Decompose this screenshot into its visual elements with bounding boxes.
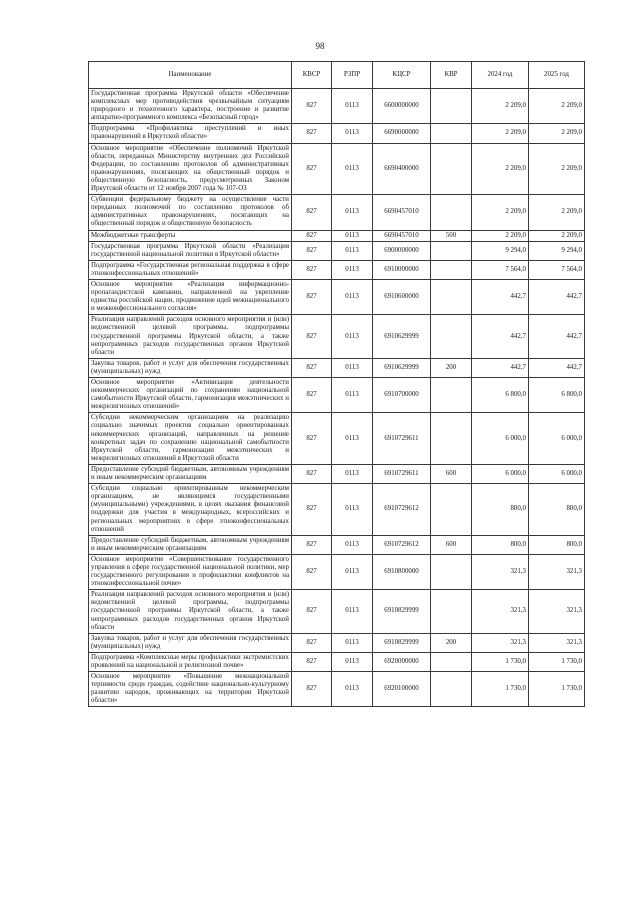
cell-kvr: [431, 124, 472, 143]
cell-name: Субсидии некоммерческим организациям на реализацию социально значимых проектов социально ориентированных некоммерческих организаций, направленных на решение конкретных задач по сохранению национальной самобытности Иркутской области, гармонизации межэтнических и межрелигиозных отношений в Иркутской области: [89, 413, 292, 465]
cell-kvr: [431, 554, 472, 589]
cell-kvsr: 827: [292, 413, 332, 465]
table-row: [89, 315, 585, 358]
cell-name: Межбюджетные трансферты: [89, 230, 292, 241]
cell-kvsr: 827: [292, 464, 332, 483]
cell-rzpr: 0113: [332, 241, 373, 260]
table-row: [89, 672, 585, 707]
cell-y2024: 2 209,0: [472, 124, 529, 143]
table-row: [89, 143, 585, 195]
cell-y2024: 6 800,0: [472, 378, 529, 413]
cell-rzpr: 0113: [332, 484, 373, 536]
cell-kvsr: 827: [292, 260, 332, 279]
cell-kvsr: 827: [292, 195, 332, 230]
cell-y2024: 2 209,0: [472, 230, 529, 241]
table-body: [89, 89, 585, 707]
header-kvr: КВР: [431, 62, 472, 89]
cell-kvsr: 827: [292, 315, 332, 358]
header-year-2025: 2025 год: [529, 62, 585, 89]
cell-kcsr: 6910700000: [373, 378, 431, 413]
cell-rzpr: 0113: [332, 652, 373, 671]
cell-y2024: 6 000,0: [472, 464, 529, 483]
cell-kvsr: 827: [292, 633, 332, 652]
cell-kvsr: 827: [292, 378, 332, 413]
table-row: [89, 413, 585, 465]
cell-y2024: 1 730,0: [472, 652, 529, 671]
cell-kcsr: 6910629999: [373, 315, 431, 358]
cell-kvsr: 827: [292, 124, 332, 143]
cell-y2025: 6 000,0: [529, 413, 585, 465]
cell-name: Закупка товаров, работ и услуг для обеспечения государственных (муниципальных) нужд: [89, 633, 292, 652]
cell-kvr: [431, 652, 472, 671]
table-row: [89, 484, 585, 536]
cell-kvsr: 827: [292, 554, 332, 589]
cell-kcsr: 6690457010: [373, 230, 431, 241]
cell-y2024: 2 209,0: [472, 143, 529, 195]
cell-y2024: 442,7: [472, 358, 529, 377]
cell-name: Основное мероприятие «Активизация деятельности некоммерческих организаций по сохранению национальной самобытности Иркутской области, гармонизация межэтнических и межрелигиозных отношений»: [89, 378, 292, 413]
cell-kvsr: 827: [292, 358, 332, 377]
cell-rzpr: 0113: [332, 315, 373, 358]
cell-name: Субсидии социально ориентированным некоммерческим организациям, не являющимся государственными (муниципальными) учреждениями, в целях оказания финансовой поддержки для участия в международных, всероссийских и региональных мероприятиях в сфере этноконфессиональных отношений: [89, 484, 292, 536]
cell-y2024: 7 564,0: [472, 260, 529, 279]
header-year-2024: 2024 год: [472, 62, 529, 89]
cell-y2024: 321,3: [472, 554, 529, 589]
cell-y2025: 2 209,0: [529, 143, 585, 195]
cell-name: Государственная программа Иркутской области «Реализация государственной национальной политики в Иркутской области»: [89, 241, 292, 260]
cell-y2025: 800,0: [529, 484, 585, 536]
cell-kvr: [431, 413, 472, 465]
cell-rzpr: 0113: [332, 464, 373, 483]
cell-y2024: 6 000,0: [472, 413, 529, 465]
cell-name: Основное мероприятие «Реализация информационно-пропагандистской кампании, направленной на укрепление единства российской нации, продвижение идей межнационального и межконфессионального согласия»: [89, 279, 292, 314]
table-row: [89, 535, 585, 554]
cell-kvr: [431, 195, 472, 230]
cell-y2025: 2 209,0: [529, 124, 585, 143]
cell-y2024: 1 730,0: [472, 672, 529, 707]
cell-name: Закупка товаров, работ и услуг для обеспечения государственных (муниципальных) нужд: [89, 358, 292, 377]
cell-kvsr: 827: [292, 241, 332, 260]
cell-kvsr: 827: [292, 535, 332, 554]
cell-kcsr: 6910829999: [373, 633, 431, 652]
table-row: [89, 378, 585, 413]
cell-name: Предоставление субсидий бюджетным, автономным учреждениям и иным некоммерческим организациям: [89, 535, 292, 554]
cell-y2025: 321,3: [529, 633, 585, 652]
cell-kvr: [431, 378, 472, 413]
cell-name: Основное мероприятие «Совершенствование государственного управления в сфере государственной национальной политики, мер государственного регулирования и профилактики конфликтов на этноконфессиональной почве»: [89, 554, 292, 589]
cell-kcsr: 6910729611: [373, 464, 431, 483]
cell-name: Основное мероприятие «Обеспечение полномочий Иркутской области, переданных Министерству внутренних дел Российской Федерации, по составлению протоколов об административных правонарушениях, посягающих на общественный порядок и общественную безопасность, предусмотренных Законом Иркутской области от 12 ноября 2007 года № 107-ОЗ: [89, 143, 292, 195]
table-row: [89, 590, 585, 633]
cell-y2024: 2 209,0: [472, 89, 529, 124]
cell-kvr: [431, 672, 472, 707]
cell-kvr: [431, 260, 472, 279]
cell-kcsr: 6920100000: [373, 672, 431, 707]
cell-kvsr: 827: [292, 652, 332, 671]
cell-y2025: 321,3: [529, 554, 585, 589]
cell-kvr: 500: [431, 230, 472, 241]
table-row: [89, 652, 585, 671]
header-rzpr: РЗПР: [332, 62, 373, 89]
cell-rzpr: 0113: [332, 230, 373, 241]
cell-name: Реализация направлений расходов основного мероприятия и (или) ведомственной целевой программы, подпрограммы государственной программы Иркутской области, а также непрограммных расходов государственных органов Иркутской области: [89, 315, 292, 358]
cell-y2024: 321,3: [472, 590, 529, 633]
cell-kcsr: 6690000000: [373, 124, 431, 143]
cell-y2024: 2 209,0: [472, 195, 529, 230]
cell-y2024: 321,3: [472, 633, 529, 652]
cell-name: Предоставление субсидий бюджетным, автономным учреждениям и иным некоммерческим организациям: [89, 464, 292, 483]
cell-kvr: 600: [431, 464, 472, 483]
cell-rzpr: 0113: [332, 279, 373, 314]
cell-rzpr: 0113: [332, 672, 373, 707]
cell-kvsr: 827: [292, 89, 332, 124]
cell-kcsr: 6910829999: [373, 590, 431, 633]
table-row: [89, 230, 585, 241]
cell-y2025: 800,0: [529, 535, 585, 554]
cell-name: Подпрограмма «Государственная региональная поддержка в сфере этноконфессиональных отношений»: [89, 260, 292, 279]
cell-kvsr: 827: [292, 672, 332, 707]
cell-rzpr: 0113: [332, 260, 373, 279]
cell-kvr: 600: [431, 535, 472, 554]
cell-rzpr: 0113: [332, 378, 373, 413]
cell-y2025: 442,7: [529, 358, 585, 377]
cell-y2025: 1 730,0: [529, 672, 585, 707]
cell-rzpr: 0113: [332, 124, 373, 143]
cell-name: Реализация направлений расходов основного мероприятия и (или) ведомственной целевой программы, подпрограммы государственной программы Иркутской области, а также непрограммных расходов государственных органов Иркутской области: [89, 590, 292, 633]
cell-kvsr: 827: [292, 484, 332, 536]
cell-kcsr: 6690457010: [373, 195, 431, 230]
cell-kvr: [431, 279, 472, 314]
cell-y2025: 1 730,0: [529, 652, 585, 671]
table-row: [89, 279, 585, 314]
cell-kcsr: 6910729612: [373, 535, 431, 554]
cell-kcsr: 6600000000: [373, 89, 431, 124]
cell-y2025: 2 209,0: [529, 195, 585, 230]
cell-kvr: [431, 590, 472, 633]
cell-rzpr: 0113: [332, 633, 373, 652]
cell-rzpr: 0113: [332, 195, 373, 230]
cell-kvr: [431, 484, 472, 536]
cell-y2024: 800,0: [472, 484, 529, 536]
cell-kcsr: 6910800000: [373, 554, 431, 589]
cell-kcsr: 6910729611: [373, 413, 431, 465]
cell-kcsr: 6910000000: [373, 260, 431, 279]
cell-y2025: 9 294,0: [529, 241, 585, 260]
table-row: [89, 195, 585, 230]
cell-kvr: [431, 315, 472, 358]
cell-kcsr: 6910600000: [373, 279, 431, 314]
cell-y2024: 442,7: [472, 315, 529, 358]
cell-kvr: 200: [431, 358, 472, 377]
cell-kvr: [431, 89, 472, 124]
cell-kvr: [431, 241, 472, 260]
cell-rzpr: 0113: [332, 89, 373, 124]
header-name: Наименование: [89, 62, 292, 89]
cell-y2024: 800,0: [472, 535, 529, 554]
table-row: [89, 260, 585, 279]
page-number: 98: [315, 41, 325, 51]
cell-kcsr: 6910729612: [373, 484, 431, 536]
cell-kvsr: 827: [292, 143, 332, 195]
cell-y2025: 6 000,0: [529, 464, 585, 483]
cell-kvsr: 827: [292, 230, 332, 241]
header-kcsr: КЦСР: [373, 62, 431, 89]
cell-kcsr: 6690400000: [373, 143, 431, 195]
table-row: [89, 554, 585, 589]
cell-y2025: 7 564,0: [529, 260, 585, 279]
cell-kvsr: 827: [292, 279, 332, 314]
header-kvsr: КВСР: [292, 62, 332, 89]
table-row: [89, 241, 585, 260]
cell-kvr: 200: [431, 633, 472, 652]
cell-kvsr: 827: [292, 590, 332, 633]
cell-rzpr: 0113: [332, 143, 373, 195]
cell-y2024: 442,7: [472, 279, 529, 314]
table-row: [89, 124, 585, 143]
budget-table: [88, 61, 585, 707]
cell-kcsr: 6920000000: [373, 652, 431, 671]
cell-y2025: 6 800,0: [529, 378, 585, 413]
cell-kcsr: 6900000000: [373, 241, 431, 260]
table-row: [89, 358, 585, 377]
table-header-row: [89, 62, 585, 89]
cell-name: Подпрограмма «Профилактика преступлений и иных правонарушений в Иркутской области»: [89, 124, 292, 143]
table-row: [89, 633, 585, 652]
cell-y2025: 2 209,0: [529, 89, 585, 124]
cell-rzpr: 0113: [332, 590, 373, 633]
cell-name: Государственная программа Иркутской области «Обеспечение комплексных мер противодействия чрезвычайным ситуациям природного и техногенного характера, построение и развитие аппаратно-программного комплекса «Безопасный город»: [89, 89, 292, 124]
cell-y2025: 442,7: [529, 315, 585, 358]
cell-rzpr: 0113: [332, 358, 373, 377]
cell-rzpr: 0113: [332, 535, 373, 554]
cell-rzpr: 0113: [332, 554, 373, 589]
cell-name: Субвенции федеральному бюджету на осуществление части переданных полномочий по составлению протоколов об административных правонарушениях, посягающих на общественный порядок и общественную безопасность: [89, 195, 292, 230]
cell-kvr: [431, 143, 472, 195]
cell-y2024: 9 294,0: [472, 241, 529, 260]
table-row: [89, 89, 585, 124]
cell-y2025: 442,7: [529, 279, 585, 314]
cell-name: Основное мероприятие «Повышение межнациональной терпимости среди граждан, содействие национально-культурному развитию народов, проживающих на территории Иркутской области»: [89, 672, 292, 707]
cell-rzpr: 0113: [332, 413, 373, 465]
cell-name: Подпрограмма «Комплексные меры профилактики экстремистских проявлений на национальной и религиозной почве»: [89, 652, 292, 671]
cell-y2025: 321,3: [529, 590, 585, 633]
cell-kcsr: 6910629999: [373, 358, 431, 377]
cell-y2025: 2 209,0: [529, 230, 585, 241]
table-row: [89, 464, 585, 483]
